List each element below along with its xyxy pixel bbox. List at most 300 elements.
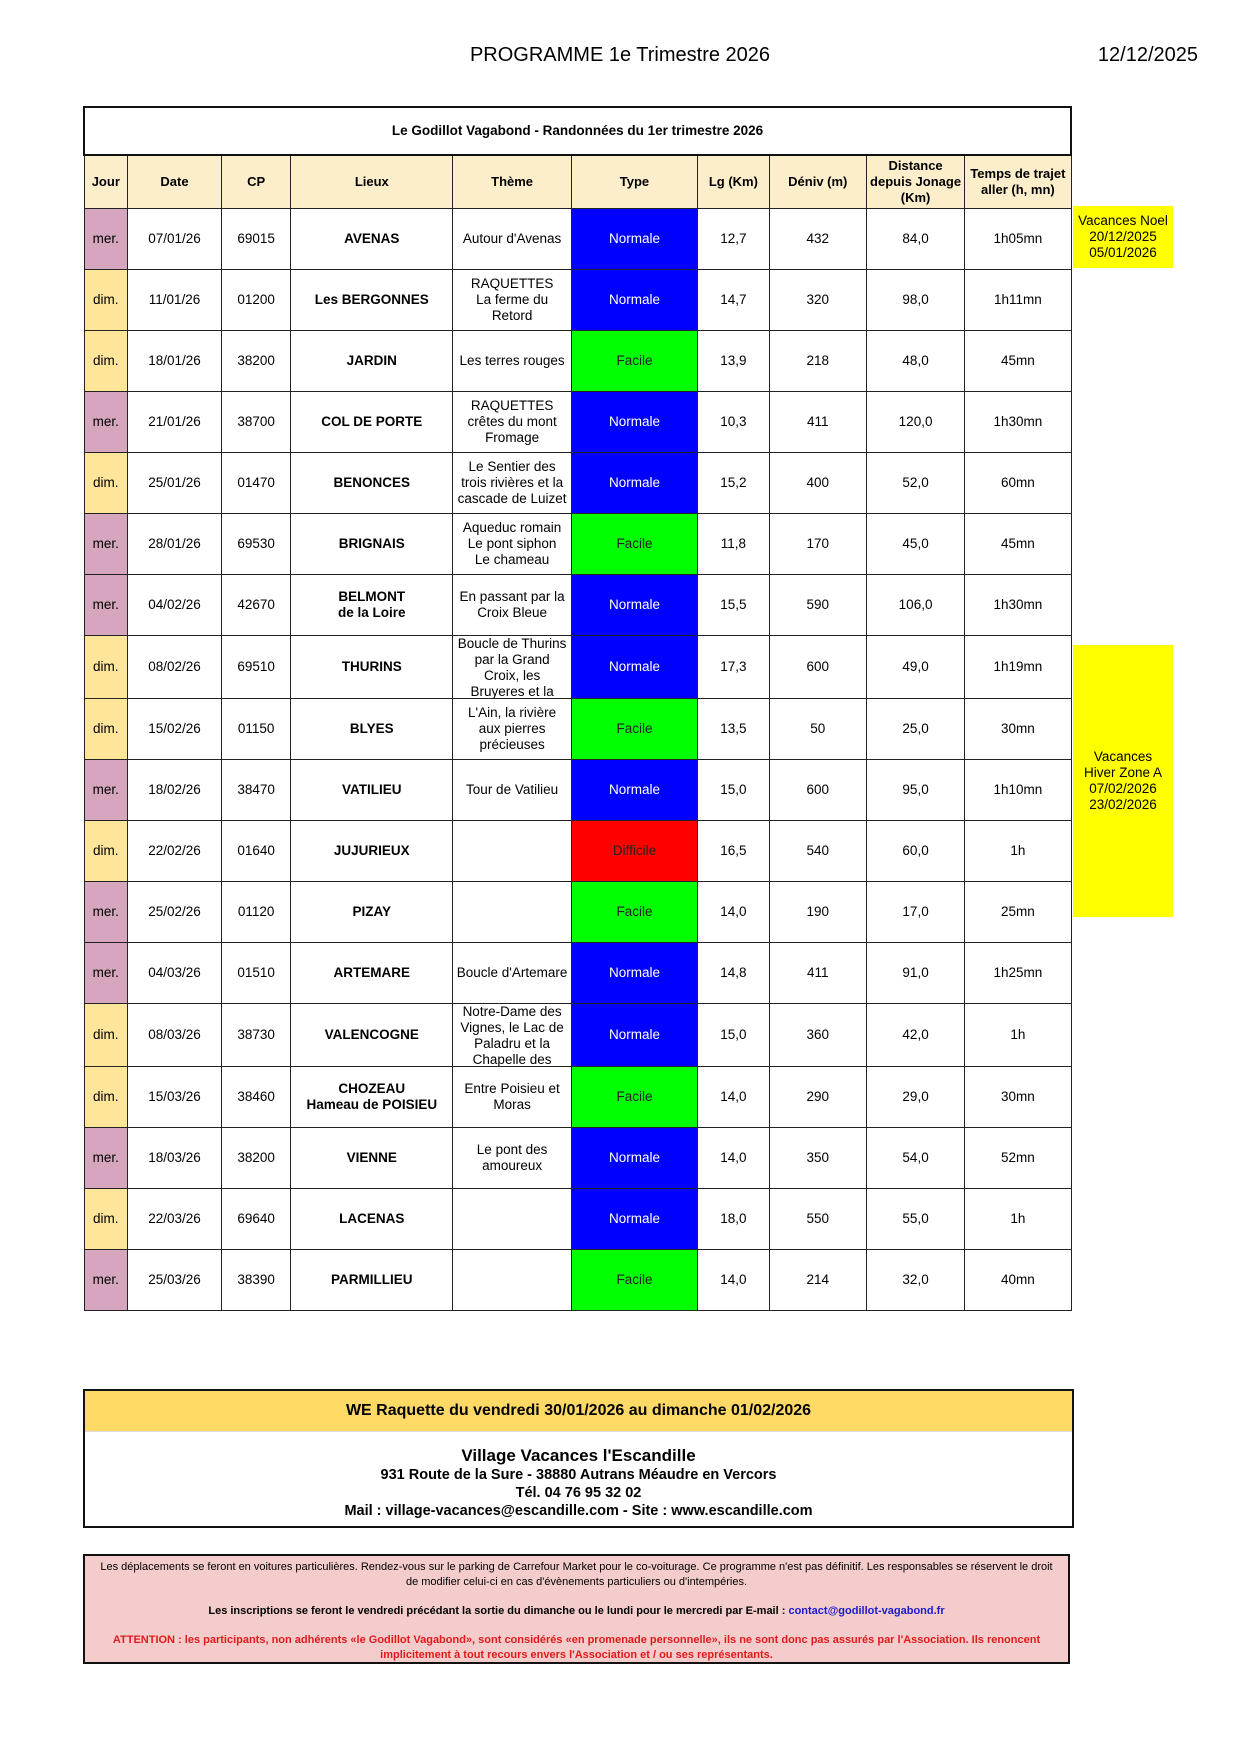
lg-text: 15,0 [720, 782, 747, 797]
dist-text: 84,0 [902, 231, 929, 246]
dist-text: 25,0 [902, 721, 929, 736]
cell-lg [698, 1250, 770, 1311]
cell-lg [698, 636, 770, 699]
cp-text: 01150 [237, 721, 275, 736]
cell-date [128, 882, 222, 943]
deniv-text: 360 [806, 1027, 830, 1042]
cell-theme [453, 1004, 571, 1067]
cell-type [571, 575, 697, 636]
cell-type [571, 943, 697, 1004]
we-venue-contact: Mail : village-vacances@escandille.com - Site : www.escandille.com [344, 1503, 813, 1519]
deniv-text: 550 [806, 1211, 830, 1226]
table-row [84, 575, 1071, 636]
column-header: Déniv (m) [769, 155, 866, 209]
jour-text: mer. [92, 536, 119, 551]
type-text: Facile [616, 904, 653, 919]
cell-date [128, 1128, 222, 1189]
lg-text: 15,0 [720, 1027, 747, 1042]
cell-lieu [291, 331, 453, 392]
temps-text: 45mn [1000, 353, 1035, 368]
cell-temps [965, 331, 1071, 392]
jour-text: dim. [93, 843, 119, 858]
cell-date [128, 1250, 222, 1311]
we-raquette-title: WE Raquette du vendredi 30/01/2026 au dimanche 01/02/2026 [85, 1391, 1072, 1432]
cp-text: 01470 [237, 475, 275, 490]
type-text: Facile [616, 1272, 653, 1287]
notice-travel: Les déplacements se feront en voitures particulières. Rendez-vous sur le parking de Carrefour Market pour le co-voiturage. Ce programme n'est pas définitif. Les responsables se réservent le droit de modifier celui-ci en cas d'évènements particuliers ou d'intempéries. [100, 1561, 1053, 1588]
lieu-text: AVENAS [344, 231, 400, 246]
cell-theme [453, 1250, 571, 1311]
cell-theme [453, 699, 571, 760]
cell-type [571, 1128, 697, 1189]
cell-lg [698, 1067, 770, 1128]
cell-type [571, 1004, 697, 1067]
cell-dist [866, 392, 964, 453]
dist-text: 29,0 [902, 1089, 929, 1104]
cell-date [128, 699, 222, 760]
cell-cp [221, 760, 290, 821]
cell-dist [866, 760, 964, 821]
cp-text: 38700 [237, 414, 275, 429]
lieu-text: COL DE PORTE [321, 414, 423, 429]
type-text: Normale [608, 414, 660, 429]
cell-deniv [769, 1189, 866, 1250]
cell-dist [866, 943, 964, 1004]
dist-text: 91,0 [902, 965, 929, 980]
lg-text: 15,5 [720, 597, 747, 612]
cell-cp [221, 1067, 290, 1128]
cell-lg [698, 209, 770, 270]
jour-text: dim. [93, 1089, 119, 1104]
lg-text: 14,0 [720, 1089, 747, 1104]
temps-text: 52mn [1000, 1150, 1035, 1165]
cell-type [571, 514, 697, 575]
deniv-text: 350 [806, 1150, 830, 1165]
theme-text: RAQUETTES La ferme du Retord [470, 276, 554, 323]
cell-type [571, 209, 697, 270]
lg-text: 14,7 [720, 292, 747, 307]
cell-lieu [291, 453, 453, 514]
temps-text: 45mn [1000, 536, 1035, 551]
column-header: Jour [84, 155, 128, 209]
notice-attention: ATTENTION : les participants, non adhérents «le Godillot Vagabond», sont considérés «en promenade personnelle», ils ne sont donc pas assurés par l'Association. Ils renoncent implicitement à tout recours envers l'Association et / ou ses représentants. [112, 1634, 1041, 1661]
deniv-text: 214 [806, 1272, 830, 1287]
cp-text: 01200 [237, 292, 275, 307]
type-text: Normale [608, 1027, 660, 1042]
lieu-text: Les BERGONNES [314, 292, 429, 307]
cell-dist [866, 882, 964, 943]
cell-temps [965, 270, 1071, 331]
lieu-text: LACENAS [339, 1211, 405, 1226]
cell-temps [965, 1250, 1071, 1311]
jour-text: dim. [93, 475, 119, 490]
type-text: Normale [608, 1211, 660, 1226]
theme-text: RAQUETTES crêtes du mont Fromage [467, 398, 557, 445]
cell-dist [866, 1189, 964, 1250]
notice-inscriptions [95, 1604, 1058, 1619]
cell-cp [221, 575, 290, 636]
table-row [84, 514, 1071, 575]
dist-text: 17,0 [902, 904, 929, 919]
dist-text: 55,0 [902, 1211, 929, 1226]
theme-text: Boucle de Thurins par la Grand Croix, les Bruyeres et la [457, 636, 567, 698]
dist-text: 32,0 [902, 1272, 929, 1287]
cell-type [571, 331, 697, 392]
cell-temps [965, 699, 1071, 760]
document-date: 12/12/2025 [1097, 44, 1198, 66]
cell-type [571, 882, 697, 943]
deniv-text: 590 [806, 597, 830, 612]
lg-text: 11,8 [720, 536, 747, 551]
cell-theme [453, 453, 571, 514]
hikes-table [83, 106, 1072, 1311]
cell-lg [698, 821, 770, 882]
jour-text: mer. [92, 965, 119, 980]
cell-lieu [291, 1067, 453, 1128]
cell-lg [698, 331, 770, 392]
cell-jour [84, 270, 128, 331]
cell-dist [866, 209, 964, 270]
cell-temps [965, 1189, 1071, 1250]
cell-temps [965, 514, 1071, 575]
lg-text: 12,7 [720, 231, 747, 246]
cell-cp [221, 270, 290, 331]
deniv-text: 411 [807, 414, 829, 429]
temps-text: 1h05mn [993, 231, 1043, 246]
lieu-text: VIENNE [346, 1150, 397, 1165]
cell-dist [866, 270, 964, 331]
lieu-text: PIZAY [352, 904, 392, 919]
type-text: Facile [616, 1089, 653, 1104]
table-row [84, 453, 1071, 514]
date-text: 25/01/26 [148, 475, 201, 490]
cell-jour [84, 760, 128, 821]
deniv-text: 432 [806, 231, 830, 246]
cell-cp [221, 331, 290, 392]
temps-text: 1h10mn [993, 782, 1043, 797]
cell-lieu [291, 1250, 453, 1311]
cell-jour [84, 331, 128, 392]
lieu-text: BLYES [349, 721, 394, 736]
cell-cp [221, 514, 290, 575]
cp-text: 69530 [237, 536, 275, 551]
cp-text: 38460 [237, 1089, 275, 1104]
deniv-text: 600 [806, 782, 830, 797]
column-header: Lieux [291, 155, 453, 209]
cell-dist [866, 636, 964, 699]
cp-text: 38200 [237, 353, 275, 368]
cell-deniv [769, 392, 866, 453]
cell-temps [965, 209, 1071, 270]
cell-deniv [769, 1004, 866, 1067]
table-row [84, 1128, 1071, 1189]
deniv-text: 540 [806, 843, 830, 858]
dist-text: 48,0 [902, 353, 929, 368]
table-row [84, 882, 1071, 943]
we-venue-phone: Tél. 04 76 95 32 02 [515, 1485, 642, 1501]
cell-jour [84, 392, 128, 453]
jour-text: mer. [92, 904, 119, 919]
cell-cp [221, 209, 290, 270]
cell-theme [453, 882, 571, 943]
cell-deniv [769, 209, 866, 270]
cell-lieu [291, 209, 453, 270]
cell-lg [698, 270, 770, 331]
cell-temps [965, 392, 1071, 453]
table-row [84, 1067, 1071, 1128]
cell-lg [698, 760, 770, 821]
type-text: Normale [608, 475, 660, 490]
theme-text: Notre-Dame des Vignes, le Lac de Paladru et la Chapelle des [460, 1004, 564, 1066]
lieu-text: PARMILLIEU [331, 1272, 413, 1287]
type-text: Normale [608, 292, 660, 307]
lg-text: 14,8 [720, 965, 747, 980]
we-venue-address: 931 Route de la Sure - 38880 Autrans Méaudre en Vercors [380, 1467, 777, 1483]
type-text: Facile [616, 536, 653, 551]
cell-jour [84, 514, 128, 575]
cell-jour [84, 699, 128, 760]
lg-text: 13,9 [720, 353, 747, 368]
type-text: Facile [616, 721, 653, 736]
deniv-text: 50 [810, 721, 826, 736]
cell-deniv [769, 699, 866, 760]
lg-text: 14,0 [720, 1150, 747, 1165]
dist-text: 42,0 [902, 1027, 929, 1042]
cell-deniv [769, 270, 866, 331]
lieu-text: VATILIEU [342, 782, 402, 797]
cell-type [571, 699, 697, 760]
jour-text: dim. [93, 1211, 119, 1226]
cell-jour [84, 636, 128, 699]
cp-text: 69015 [237, 231, 275, 246]
cell-temps [965, 760, 1071, 821]
cell-dist [866, 1004, 964, 1067]
cell-jour [84, 943, 128, 1004]
dist-text: 49,0 [902, 659, 929, 674]
lieu-text: JARDIN [346, 353, 397, 368]
type-text: Normale [608, 782, 660, 797]
table-row [84, 331, 1071, 392]
cell-theme [453, 760, 571, 821]
cell-jour [84, 882, 128, 943]
cell-lieu [291, 1004, 453, 1067]
type-text: Normale [608, 965, 660, 980]
theme-text: En passant par la Croix Bleue [459, 589, 565, 620]
temps-text: 30mn [1000, 721, 1035, 736]
cp-text: 38470 [237, 782, 275, 797]
type-text: Normale [608, 659, 660, 674]
cp-text: 38390 [237, 1272, 275, 1287]
type-text: Normale [608, 231, 660, 246]
cell-lieu [291, 943, 453, 1004]
cell-type [571, 821, 697, 882]
jour-text: dim. [93, 659, 119, 674]
date-text: 18/03/26 [148, 1150, 201, 1165]
lg-text: 16,5 [720, 843, 747, 858]
cell-temps [965, 1128, 1071, 1189]
lg-text: 13,5 [720, 721, 747, 736]
vacances-noel-note: Vacances Noel 20/12/2025 05/01/2026 [1073, 206, 1173, 268]
type-text: Difficile [612, 843, 657, 858]
temps-text: 1h19mn [993, 659, 1043, 674]
date-text: 15/02/26 [148, 721, 201, 736]
cell-deniv [769, 331, 866, 392]
deniv-text: 600 [806, 659, 830, 674]
table-row [84, 1250, 1071, 1311]
cell-lg [698, 1128, 770, 1189]
date-text: 07/01/26 [148, 231, 201, 246]
lieu-text: JUJURIEUX [333, 843, 410, 858]
table-row [84, 270, 1071, 331]
date-text: 11/01/26 [148, 292, 201, 307]
cell-jour [84, 453, 128, 514]
temps-text: 60mn [1000, 475, 1035, 490]
cell-jour [84, 209, 128, 270]
cell-temps [965, 575, 1071, 636]
dist-text: 45,0 [902, 536, 929, 551]
cp-text: 01510 [237, 965, 275, 980]
lieu-text: BENONCES [333, 475, 411, 490]
table-row [84, 392, 1071, 453]
cp-text: 42670 [237, 597, 275, 612]
lg-text: 14,0 [720, 1272, 747, 1287]
cell-deniv [769, 636, 866, 699]
cell-cp [221, 1004, 290, 1067]
lg-text: 10,3 [720, 414, 747, 429]
temps-text: 1h [1010, 1211, 1026, 1226]
theme-text: Le Sentier des trois rivières et la cascade de Luizet [457, 459, 567, 506]
cell-temps [965, 821, 1071, 882]
cell-deniv [769, 1067, 866, 1128]
cell-lieu [291, 1128, 453, 1189]
cell-jour [84, 1128, 128, 1189]
cell-lieu [291, 699, 453, 760]
temps-text: 40mn [1000, 1272, 1035, 1287]
deniv-text: 320 [806, 292, 830, 307]
theme-text: Tour de Vatilieu [466, 782, 559, 797]
column-header: Type [571, 155, 697, 209]
theme-text: Autour d'Avenas [462, 231, 562, 246]
cell-deniv [769, 882, 866, 943]
cell-dist [866, 1250, 964, 1311]
lieu-text: CHOZEAU Hameau de POISIEU [306, 1081, 438, 1112]
jour-text: mer. [92, 414, 119, 429]
cell-lg [698, 575, 770, 636]
cell-theme [453, 1189, 571, 1250]
cell-dist [866, 1128, 964, 1189]
cell-date [128, 331, 222, 392]
cell-cp [221, 636, 290, 699]
deniv-text: 411 [807, 965, 829, 980]
cell-deniv [769, 514, 866, 575]
cell-lieu [291, 1189, 453, 1250]
cell-date [128, 514, 222, 575]
cell-lg [698, 514, 770, 575]
cell-theme [453, 392, 571, 453]
jour-text: mer. [92, 1272, 119, 1287]
cell-cp [221, 1128, 290, 1189]
cell-theme [453, 331, 571, 392]
deniv-text: 290 [806, 1089, 830, 1104]
cp-text: 69640 [237, 1211, 275, 1226]
cell-lieu [291, 636, 453, 699]
cell-date [128, 1189, 222, 1250]
table-row [84, 760, 1071, 821]
cell-date [128, 392, 222, 453]
cell-date [128, 1067, 222, 1128]
cell-cp [221, 453, 290, 514]
table-row [84, 943, 1071, 1004]
cp-text: 01640 [237, 843, 275, 858]
temps-text: 1h30mn [993, 414, 1043, 429]
lg-text: 14,0 [720, 904, 747, 919]
temps-text: 1h [1010, 1027, 1026, 1042]
date-text: 04/03/26 [148, 965, 201, 980]
cell-theme [453, 943, 571, 1004]
jour-text: mer. [92, 782, 119, 797]
cell-lg [698, 1189, 770, 1250]
cell-dist [866, 575, 964, 636]
table-row [84, 636, 1071, 699]
lg-text: 15,2 [720, 475, 747, 490]
cell-deniv [769, 575, 866, 636]
cell-lg [698, 699, 770, 760]
date-text: 08/03/26 [148, 1027, 201, 1042]
table-title: Le Godillot Vagabond - Randonnées du 1er trimestre 2026 [84, 107, 1071, 155]
document-title: PROGRAMME 1e Trimestre 2026 [469, 44, 771, 66]
cell-date [128, 453, 222, 514]
cell-type [571, 270, 697, 331]
contact-email-link[interactable]: contact@godillot-vagabond.fr [788, 1605, 945, 1617]
cell-dist [866, 514, 964, 575]
date-text: 28/01/26 [148, 536, 201, 551]
cell-date [128, 821, 222, 882]
theme-text: Entre Poisieu et Moras [464, 1081, 560, 1112]
cell-theme [453, 1128, 571, 1189]
cell-lieu [291, 882, 453, 943]
theme-text: Boucle d'Artemare [456, 965, 568, 980]
cell-type [571, 392, 697, 453]
cell-type [571, 760, 697, 821]
date-text: 22/02/26 [148, 843, 201, 858]
deniv-text: 170 [806, 536, 830, 551]
cell-lieu [291, 760, 453, 821]
theme-text: Le pont des amoureux [476, 1142, 548, 1173]
column-header: Temps de trajet aller (h, mn) [965, 155, 1071, 209]
cell-deniv [769, 760, 866, 821]
date-text: 08/02/26 [148, 659, 201, 674]
lieu-text: BELMONT de la Loire [338, 589, 406, 620]
table-row [84, 209, 1071, 270]
cell-temps [965, 943, 1071, 1004]
temps-text: 25mn [1000, 904, 1035, 919]
table-row [84, 821, 1071, 882]
cell-dist [866, 331, 964, 392]
lg-text: 18,0 [720, 1211, 747, 1226]
dist-text: 95,0 [902, 782, 929, 797]
cell-theme [453, 636, 571, 699]
dist-text: 106,0 [898, 597, 933, 612]
cell-dist [866, 453, 964, 514]
cell-cp [221, 699, 290, 760]
we-venue-name: Village Vacances l'Escandille [461, 1446, 696, 1465]
cp-text: 38200 [237, 1150, 275, 1165]
date-text: 18/01/26 [148, 353, 201, 368]
cell-dist [866, 1067, 964, 1128]
cell-date [128, 1004, 222, 1067]
deniv-text: 190 [806, 904, 830, 919]
column-header: Date [128, 155, 222, 209]
